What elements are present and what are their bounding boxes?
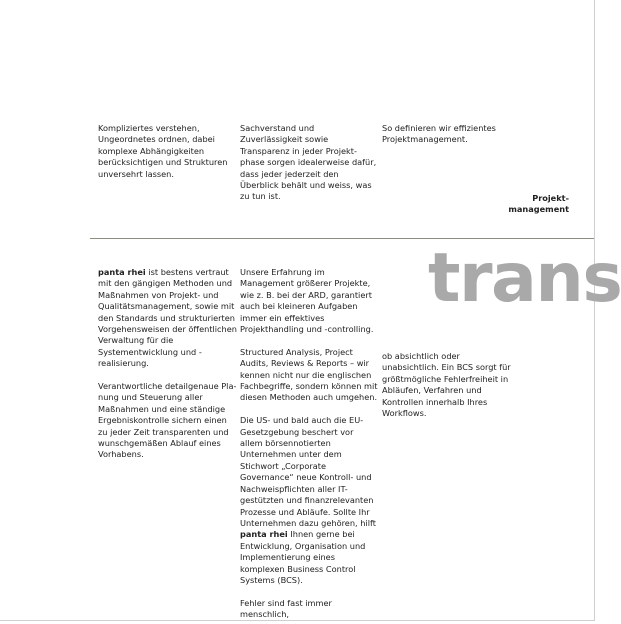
section-label: Projektmanagement xyxy=(508,193,569,215)
body-paragraph: Structured Analysis, Project Audits, Reviews & Reports – wir kennen nicht nur die englischen Fachbegriffe, sondern können mit diesen Methoden auch umgehen. xyxy=(240,346,378,403)
intro-text-3: So definieren wir effizientes Projektmanagement. xyxy=(382,123,496,145)
intro-column-1 xyxy=(98,123,238,180)
body-paragraph: Fehler sind fast immer menschlich, xyxy=(240,597,332,620)
intro-column-3 xyxy=(382,123,512,146)
paragraph-text: Ihnen gerne bei Entwicklung, Organisation und Implementierung eines komplexen Business Control Systems (BCS). xyxy=(240,529,366,585)
body-paragraph xyxy=(98,267,238,370)
body-paragraph xyxy=(240,415,378,586)
paragraph-text: ist bestens vertraut mit den gängigen Methoden und Maßnahmen von Projekt- und Qualitätsmanagement, sowie mit den Standards und strukturierten Vorgehensweisen der öffentlichen Verwaltung für die Systementwicklung und -realisierung. xyxy=(98,267,237,369)
brand-name: panta rhei xyxy=(240,529,288,540)
big-word-heading: trans xyxy=(428,239,621,318)
intro-column-2 xyxy=(240,123,378,203)
body-column-1 xyxy=(98,267,238,461)
body-column-2 xyxy=(240,267,378,621)
brand-name: panta rhei xyxy=(98,267,146,277)
intro-text-2: Sachverstand und Zuverlässigkeit sowie Transparenz in jeder Projektphase sorgen idealerweise dafür, dass jeder jederzeit den Überblick behält und weiss, was zu tun ist. xyxy=(240,123,377,202)
paragraph-text: Die US- und bald auch die EU-Gesetzgebung beschert vor allem börsennotierten Unternehmen unter dem Stichwort „Corporate Governance“ neue Kontroll- und Nachweispflichten aller IT-gestützten und finanzrelevanten Prozesse und Abläufe. Sollte Ihr Unternehmen dazu gehören, hilft xyxy=(240,415,376,528)
intro-text-1: Kompliziertes verstehen, Ungeordnetes ordnen, dabei komplexe Abhängigkeiten berücksichtigen und Strukturen unversehrt lassen. xyxy=(98,123,228,179)
body-column-3 xyxy=(382,351,512,419)
body-paragraph: Unsere Erfahrung im Management größerer Projekte, wie z. B. bei der ARD, garantiert auch bei kleineren Aufgaben immer ein effektives Projekthandling und -controlling. xyxy=(240,267,374,335)
body-paragraph: Verantwortliche detailgenaue Planung und Steuerung aller Maßnahmen und eine ständige Ergebniskontrolle sichern einen zu jeder Zeit transparenten und wunschgemäßen Ablauf eines Vorhabens. xyxy=(98,381,237,460)
body-paragraph: ob absichtlich oder unabsichtlich. Ein BCS sorgt für größtmögliche Fehlerfreiheit in Abläufen, Verfahren und Kontrollen innerhalb Ihres Workflows. xyxy=(382,351,511,419)
